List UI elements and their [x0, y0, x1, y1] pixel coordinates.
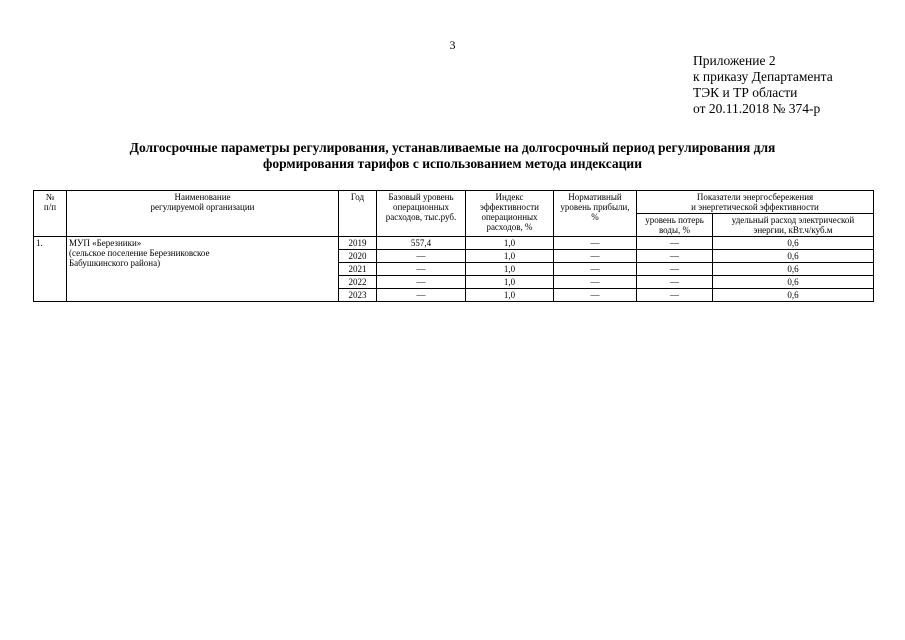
cell-year: 2019	[339, 237, 377, 250]
document-title-line-1: Долгосрочные параметры регулирования, устанавливаемые на долгосрочный период регулирования для	[129, 140, 776, 155]
appendix-line-1: Приложение 2	[693, 53, 776, 68]
cell-water-loss: —	[637, 250, 713, 263]
document-title	[40, 140, 865, 172]
cell-electricity: 0,6	[713, 250, 874, 263]
cell-year: 2020	[339, 250, 377, 263]
header-organization: Наименование регулируемой организации	[67, 191, 339, 237]
cell-profit-level: —	[554, 289, 637, 302]
cell-profit-level: —	[554, 250, 637, 263]
appendix-line-4: от 20.11.2018 № 374-р	[693, 101, 821, 116]
cell-base-level: —	[377, 250, 466, 263]
cell-electricity: 0,6	[713, 276, 874, 289]
row-number: 1.	[34, 237, 67, 302]
header-number: № п/п	[34, 191, 67, 237]
regulation-parameters-table	[33, 190, 874, 302]
cell-water-loss: —	[637, 276, 713, 289]
cell-year: 2022	[339, 276, 377, 289]
cell-water-loss: —	[637, 289, 713, 302]
appendix-block	[693, 53, 833, 117]
table-row	[34, 237, 874, 250]
cell-electricity: 0,6	[713, 237, 874, 250]
cell-base-level: —	[377, 263, 466, 276]
header-profit-level: Нормативный уровень прибыли, %	[554, 191, 637, 237]
cell-year: 2021	[339, 263, 377, 276]
cell-year: 2023	[339, 289, 377, 302]
cell-efficiency-index: 1,0	[466, 289, 554, 302]
header-base-level: Базовый уровень операционных расходов, тыс.руб.	[377, 191, 466, 237]
cell-efficiency-index: 1,0	[466, 263, 554, 276]
header-year: Год	[339, 191, 377, 237]
appendix-line-2: к приказу Департамента	[693, 69, 833, 84]
cell-base-level: —	[377, 276, 466, 289]
cell-profit-level: —	[554, 237, 637, 250]
cell-water-loss: —	[637, 263, 713, 276]
appendix-line-3: ТЭК и ТР области	[693, 85, 798, 100]
header-electricity: удельный расход электрической энергии, кВт.ч/куб.м	[713, 214, 874, 237]
header-efficiency-index: Индекс эффективности операционных расходов, %	[466, 191, 554, 237]
cell-efficiency-index: 1,0	[466, 276, 554, 289]
cell-efficiency-index: 1,0	[466, 237, 554, 250]
cell-profit-level: —	[554, 276, 637, 289]
header-energy-group: Показатели энергосбережения и энергетической эффективности	[637, 191, 874, 214]
table-header-row	[34, 191, 874, 214]
cell-electricity: 0,6	[713, 289, 874, 302]
header-water-loss: уровень потерь воды, %	[637, 214, 713, 237]
cell-base-level: 557,4	[377, 237, 466, 250]
page-number: 3	[449, 38, 456, 52]
cell-efficiency-index: 1,0	[466, 250, 554, 263]
organization-name: МУП «Березники» (сельское поселение Березниковское Бабушкинского района)	[67, 237, 339, 302]
cell-base-level: —	[377, 289, 466, 302]
document-title-line-2: формирования тарифов с использованием метода индексации	[263, 156, 642, 171]
cell-electricity: 0,6	[713, 263, 874, 276]
cell-profit-level: —	[554, 263, 637, 276]
cell-water-loss: —	[637, 237, 713, 250]
